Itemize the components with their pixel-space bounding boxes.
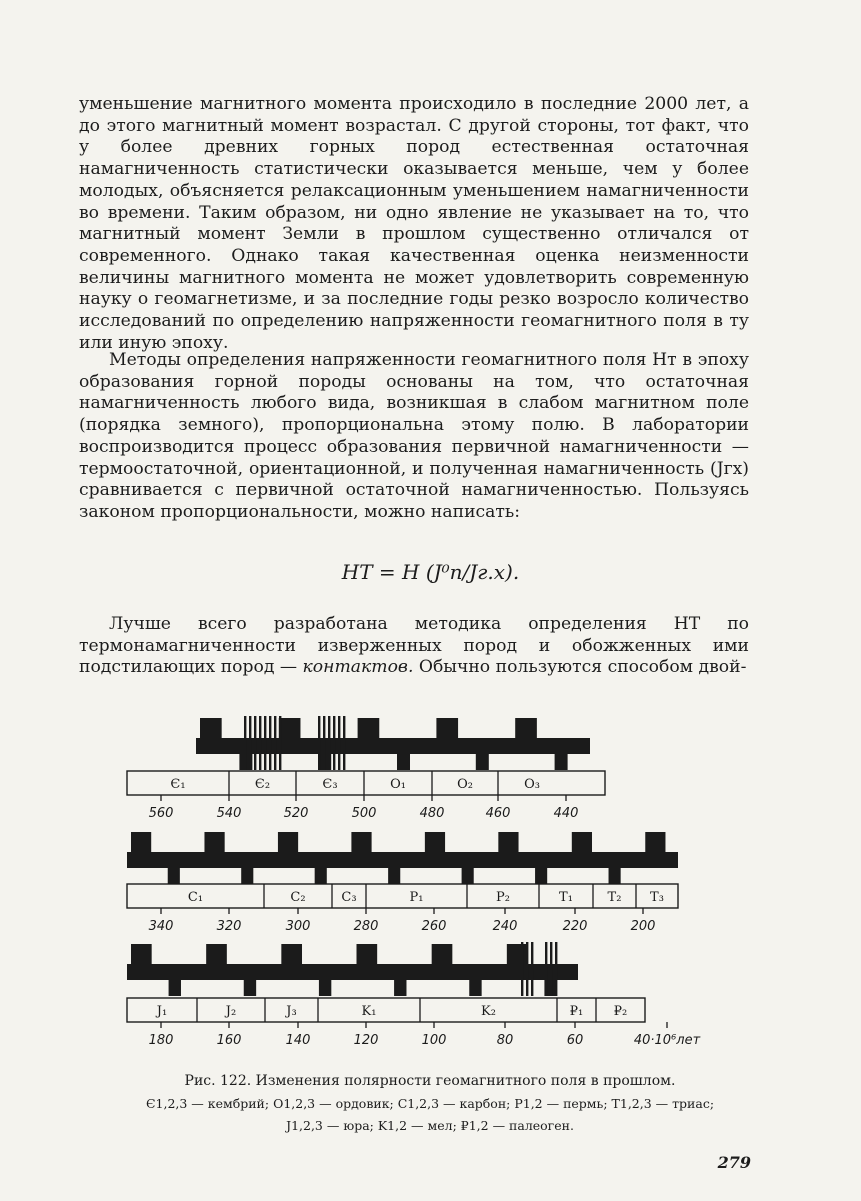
period-label: J₁ (156, 1004, 168, 1019)
age-tick-label: 280 (353, 919, 379, 934)
polarity-stripe (550, 942, 552, 996)
polarity-block-normal (432, 944, 453, 964)
polarity-block-normal (200, 718, 222, 738)
period-scale-box (127, 884, 678, 908)
age-tick-label: 340 (148, 919, 174, 934)
polarity-stripe (555, 942, 557, 996)
polarity-stripe (259, 716, 261, 770)
age-tick-label: 180 (148, 1033, 174, 1048)
polarity-stripe (338, 716, 340, 770)
polarity-stripe (264, 716, 266, 770)
polarity-block-reversed (476, 754, 489, 770)
age-tick-label: 100 (421, 1033, 447, 1048)
polarity-block-reversed (397, 754, 410, 770)
polarity-block-normal (351, 832, 371, 852)
period-label: C₂ (290, 890, 306, 905)
polarity-stripe (328, 716, 330, 770)
polarity-block-reversed (555, 754, 568, 770)
polarity-stripe (545, 942, 547, 996)
paragraph-2: Методы определения напряженности геомагнитного поля Hт в эпоху образования горной породы основаны на том, что остаточная намагниченность любого вида, возникшая в слабом магнитном поле (порядка земного), пропорциональна этому полю. В лаборатории воспроизводится процесс образования первичной намагниченности — термоостаточной, ориентационной, и полученная намагниченность (Jгх) сравнивается с первичной остаточной намагниченностью. Пользуясь законом пропорциональности, можно написать: (79, 350, 749, 522)
age-tick-label: 220 (562, 919, 588, 934)
period-label: J₃ (286, 1004, 297, 1019)
polarity-block-normal (131, 832, 151, 852)
age-tick-label: 540 (216, 806, 242, 821)
polarity-block-normal (425, 832, 445, 852)
paragraph-3-text: Лучше всего разработана методика определения HT по термонамагниченности изверженных пород и обожженных ими подстилающих пород — (79, 614, 749, 678)
polarity-stripe (254, 716, 256, 770)
age-tick-label: 320 (216, 919, 242, 934)
polarity-block-reversed (244, 980, 256, 996)
polarity-block-reversed (168, 868, 180, 884)
polarity-band (127, 852, 678, 868)
age-tick-label: 80 (496, 1033, 514, 1048)
period-label: Є₁ (170, 777, 186, 792)
polarity-block-reversed (315, 868, 327, 884)
period-label: ₽₂ (613, 1004, 628, 1019)
period-label: T₂ (607, 890, 622, 905)
figure-caption-legend-1: Є1,2,3 — кембрий; O1,2,3 — ордовик; C1,2,3 — карбон; P1,2 — пермь; T1,2,3 — триас; (145, 1096, 715, 1111)
polarity-block-reversed (609, 868, 621, 884)
period-label: O₂ (457, 777, 473, 792)
polarity-block-normal (515, 718, 537, 738)
polarity-band (127, 964, 578, 980)
polarity-block-normal (358, 718, 380, 738)
polarity-stripe (526, 942, 528, 996)
paragraph-3-emphasis: контактов. (302, 657, 414, 678)
polarity-block-reversed (319, 980, 331, 996)
polarity-block-normal (357, 944, 378, 964)
polarity-block-reversed (169, 980, 181, 996)
age-tick-label: 560 (148, 806, 174, 821)
age-tick-label: 300 (285, 919, 311, 934)
age-tick-label: 440 (553, 806, 579, 821)
polarity-stripe (269, 716, 271, 770)
paragraph-3-tail: Обычно пользуются способом двой- (413, 657, 747, 678)
age-tick-label: 500 (351, 806, 377, 821)
period-scale-box (127, 998, 645, 1022)
polarity-block-reversed (394, 980, 406, 996)
polarity-block-normal (204, 832, 224, 852)
period-label: O₁ (390, 777, 406, 792)
polarity-block-normal (645, 832, 665, 852)
period-label: T₁ (559, 890, 573, 905)
polarity-block-normal (436, 718, 458, 738)
age-tick-label: 460 (485, 806, 511, 821)
period-label: P₁ (409, 890, 424, 905)
period-label: C₃ (341, 890, 357, 905)
polarity-block-normal (279, 718, 301, 738)
polarity-stripe (249, 716, 251, 770)
page-number: 279 (717, 1153, 751, 1172)
polarity-stripe (274, 716, 276, 770)
period-label: P₂ (496, 890, 510, 905)
period-label: K₂ (481, 1004, 496, 1019)
polarity-block-normal (206, 944, 227, 964)
polarity-stripe (343, 716, 345, 770)
polarity-block-normal (278, 832, 298, 852)
age-tick-label: 40·10⁶лет (633, 1033, 701, 1048)
age-tick-label: 480 (419, 806, 445, 821)
age-tick-label: 260 (421, 919, 447, 934)
age-tick-label: 160 (216, 1033, 242, 1048)
polarity-block-reversed (469, 980, 481, 996)
period-label: K₁ (361, 1004, 377, 1019)
polarity-timescale-figure (0, 700, 861, 1060)
paragraph-1: уменьшение магнитного момента происходило в последние 2000 лет, а до этого магнитный момент возрастал. С другой стороны, тот факт, что у более древних горных пород естественная остаточная намагниченность статистически оказывается меньше, чем у более молодых, объясняется релаксационным уменьшением намагниченности во времени. Таким образом, ни одно явление не указывает на то, что магнитный момент Земли в прошлом существенно отличался от современного. Однако такая качественная оценка неизменности величины магнитного момента не может удовлетворить современную науку о геомагнетизме, и за последние годы резко возросло количество исследований по определению напряженности геомагнитного поля в ту или иную эпоху. (79, 94, 749, 353)
age-tick-label: 520 (283, 806, 309, 821)
polarity-block-reversed (535, 868, 547, 884)
formula: HT = H (J⁰п/Jг.х). (341, 560, 520, 584)
period-label: C₁ (187, 890, 204, 905)
polarity-stripe (244, 716, 246, 770)
polarity-stripe (333, 716, 335, 770)
polarity-block-reversed (462, 868, 474, 884)
polarity-stripe (279, 716, 281, 770)
polarity-block-reversed (241, 868, 253, 884)
period-label: T₃ (650, 890, 664, 905)
figure-caption-title: Рис. 122. Изменения полярности геомагнитного поля в прошлом. (184, 1073, 676, 1089)
polarity-stripe (318, 716, 320, 770)
paragraph-3 (79, 614, 749, 679)
polarity-stripe (531, 942, 533, 996)
polarity-stripe (521, 942, 523, 996)
age-tick-label: 140 (285, 1033, 311, 1048)
period-label: J₂ (225, 1004, 237, 1019)
age-tick-label: 60 (566, 1033, 584, 1048)
polarity-block-reversed (388, 868, 400, 884)
period-label: Є₂ (254, 777, 271, 792)
polarity-stripe (323, 716, 325, 770)
age-tick-label: 120 (353, 1033, 379, 1048)
polarity-block-normal (281, 944, 302, 964)
period-label: ₽₁ (569, 1004, 584, 1019)
period-label: O₃ (524, 777, 540, 792)
polarity-block-normal (498, 832, 518, 852)
polarity-block-normal (507, 944, 528, 964)
period-label: Є₃ (322, 777, 338, 792)
age-tick-label: 240 (492, 919, 518, 934)
figure-caption-legend-2: J1,2,3 — юра; K1,2 — мел; ₽1,2 — палеоген. (286, 1118, 574, 1133)
age-tick-label: 200 (630, 919, 656, 934)
polarity-block-normal (572, 832, 592, 852)
polarity-block-normal (131, 944, 152, 964)
